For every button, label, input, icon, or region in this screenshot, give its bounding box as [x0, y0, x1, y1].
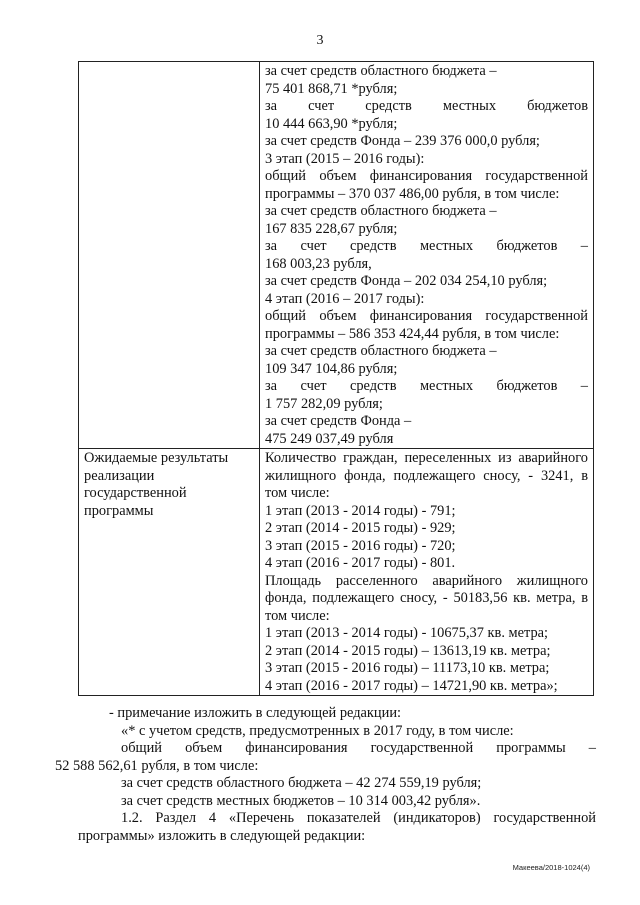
paragraph-line: программы» изложить в следующей редакции:	[78, 827, 366, 844]
program-passport-table	[78, 61, 594, 696]
paragraph-line: общий объем финансирования государственной программы –	[121, 740, 596, 756]
label-line: программы	[84, 502, 154, 519]
text-line: 3 этап (2015 - 2016 годы) – 11173,10 кв. метра;	[265, 660, 550, 676]
text-line: программы – 370 037 486,00 рубля, в том числе:	[265, 185, 560, 202]
text-line: за счет средств местных бюджетов –	[265, 378, 588, 394]
text-line: 2 этап (2014 - 2015 годы) – 13613,19 кв. метра;	[265, 642, 551, 659]
text-line: 4 этап (2016 – 2017 годы):	[265, 290, 425, 307]
paragraph-line: 52 588 562,61 рубля, в том числе:	[55, 757, 259, 774]
table-row-expected-results	[79, 449, 594, 696]
text-line: Площадь расселенного аварийного жилищного	[265, 572, 588, 589]
text-line: том числе:	[265, 485, 330, 501]
text-line: том числе:	[265, 607, 330, 624]
text-line: 1 этап (2013 - 2014 годы) - 791;	[265, 502, 456, 519]
text-line: 3 этап (2015 - 2016 годы) - 720;	[265, 537, 456, 554]
text-line: за счет средств Фонда – 239 376 000,0 рубля;	[265, 133, 540, 149]
text-line: за счет средств областного бюджета –	[265, 63, 497, 79]
text-line: за счет средств Фонда – 202 034 254,10 рубля;	[265, 273, 548, 289]
paragraph-line: 1.2. Раздел 4 «Перечень показателей (индикаторов) государственной	[121, 810, 596, 826]
text-line: 10 444 663,90 *рубля;	[265, 115, 398, 132]
label-line: государственной	[84, 485, 187, 501]
text-line: 4 этап (2016 - 2017 годы) - 801.	[265, 555, 456, 571]
text-line: общий объем финансирования государственной	[265, 168, 588, 184]
label-line: реализации	[84, 467, 155, 484]
paragraph-line: за счет средств местных бюджетов – 10 314 003,42 рубля».	[121, 792, 481, 809]
paragraph-line: «* с учетом средств, предусмотренных в 2017 году, в том числе:	[121, 722, 514, 739]
text-line: 167 835 228,67 рубля;	[265, 220, 398, 237]
text-line: 1 этап (2013 - 2014 годы) - 10675,37 кв. метра;	[265, 625, 549, 641]
amendment-text	[55, 705, 596, 845]
document-code: Макеева/2018-1024(4)	[512, 863, 590, 872]
text-line: 109 347 104,86 рубля;	[265, 360, 398, 377]
row1-label-cell	[79, 62, 260, 449]
row2-value-cell	[260, 449, 594, 696]
text-line: фонда, подлежащего сносу, - 50183,56 кв. метра, в	[265, 590, 588, 606]
text-line: 3 этап (2015 – 2016 годы):	[265, 150, 425, 167]
text-line: программы – 586 353 424,44 рубля, в том числе:	[265, 325, 560, 342]
text-line: Количество граждан, переселенных из аварийного	[265, 450, 588, 466]
page-number: 3	[316, 33, 324, 48]
row2-label-cell	[79, 449, 260, 696]
paragraph-line: - примечание изложить в следующей редакции:	[109, 705, 402, 721]
text-line: общий объем финансирования государственной	[265, 308, 588, 324]
text-line: за счет средств Фонда –	[265, 413, 412, 429]
label-line: Ожидаемые результаты	[84, 450, 229, 466]
table-row-financing	[79, 62, 594, 449]
text-line: 168 003,23 рубля,	[265, 255, 372, 272]
row1-value-cell	[260, 62, 594, 449]
text-line: 75 401 868,71 *рубля;	[265, 80, 398, 97]
text-line: 1 757 282,09 рубля;	[265, 395, 383, 412]
paragraph-line: за счет средств областного бюджета – 42 274 559,19 рубля;	[121, 775, 482, 791]
text-line: жилищного фонда, подлежащего сносу, - 3241, в	[265, 467, 588, 484]
text-line: за счет средств местных бюджетов	[265, 98, 588, 114]
text-line: за счет средств областного бюджета –	[265, 203, 497, 219]
text-line: 4 этап (2016 - 2017 годы) – 14721,90 кв. метра»;	[265, 677, 558, 694]
text-line: 475 249 037,49 рубля	[265, 430, 394, 447]
text-line: 2 этап (2014 - 2015 годы) - 929;	[265, 520, 456, 536]
text-line: за счет средств областного бюджета –	[265, 343, 497, 359]
text-line: за счет средств местных бюджетов –	[265, 238, 588, 254]
